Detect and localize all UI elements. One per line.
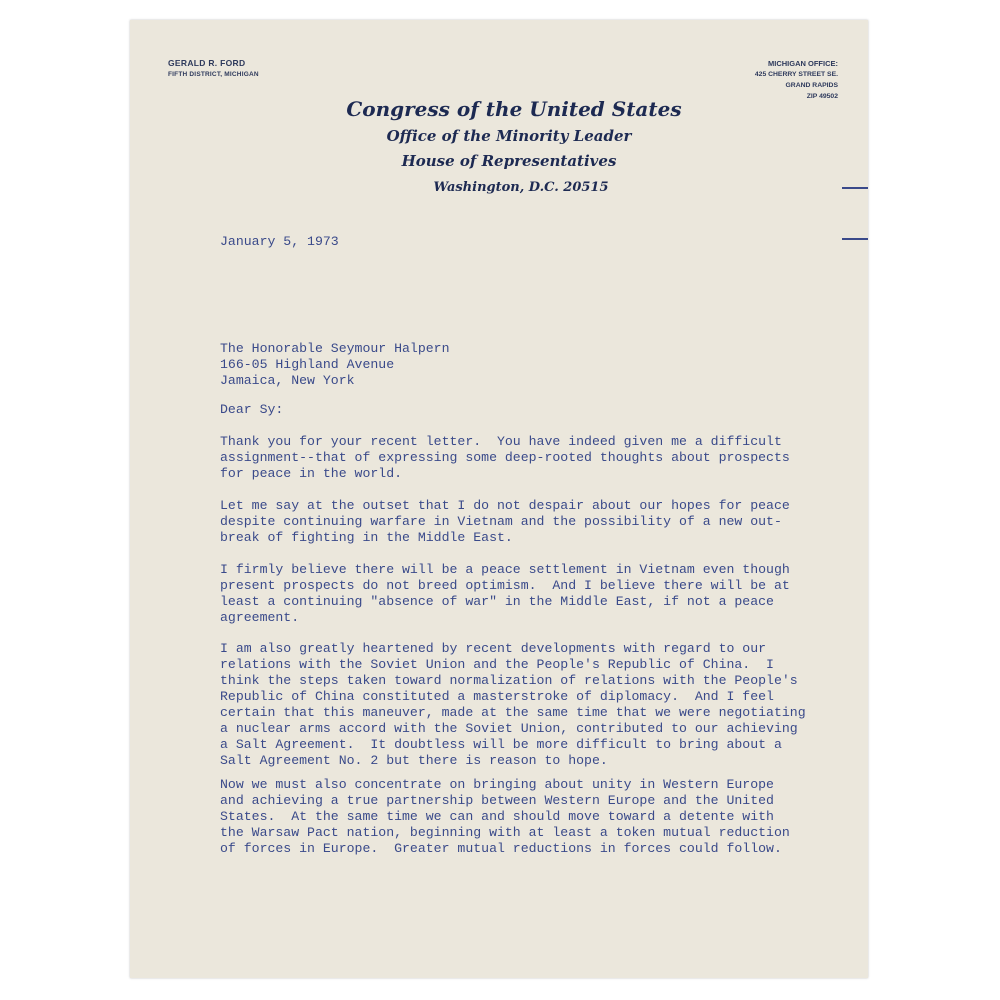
sender-name: GERALD R. FORD bbox=[168, 58, 246, 68]
paragraph-line: a nuclear arms accord with the Soviet Union, contributed to our achieving bbox=[220, 721, 798, 736]
paragraph bbox=[220, 777, 870, 857]
letterhead-address: Washington, D.C. 20515 bbox=[433, 180, 609, 195]
paragraph bbox=[220, 498, 870, 546]
sender-block bbox=[168, 57, 259, 81]
michigan-office-block bbox=[755, 58, 838, 102]
paragraph-line: least a continuing "absence of war" in the Middle East, if not a peace bbox=[220, 594, 774, 609]
michigan-office-city: GRAND RAPIDS bbox=[785, 82, 838, 89]
paragraph-line: Salt Agreement No. 2 but there is reason to hope. bbox=[220, 753, 608, 768]
paragraph-line: Let me say at the outset that I do not despair about our hopes for peace bbox=[220, 498, 790, 513]
paragraph-line: Republic of China constituted a masterstroke of diplomacy. And I feel bbox=[220, 689, 774, 704]
letterhead-congress: Congress of the United States bbox=[346, 97, 682, 121]
recipient-street: 166-05 Highland Avenue bbox=[220, 357, 395, 372]
paragraph-line: despite continuing warfare in Vietnam and the possibility of a new out- bbox=[220, 514, 782, 529]
paragraph-line: the Warsaw Pact nation, beginning with at least a token mutual reduction bbox=[220, 825, 790, 840]
paragraph-line: of forces in Europe. Greater mutual reductions in forces could follow. bbox=[220, 841, 782, 856]
paragraph bbox=[220, 434, 870, 482]
paragraph-line: I firmly believe there will be a peace settlement in Vietnam even though bbox=[220, 562, 790, 577]
paragraph bbox=[220, 641, 870, 769]
edge-mark bbox=[842, 187, 868, 189]
letter-page bbox=[130, 20, 868, 978]
letterhead-house: House of Representatives bbox=[401, 152, 617, 170]
paragraph-line: agreement. bbox=[220, 610, 300, 625]
recipient-city: Jamaica, New York bbox=[220, 373, 355, 388]
paragraph-line: Thank you for your recent letter. You have indeed given me a difficult bbox=[220, 434, 782, 449]
letterhead-office: Office of the Minority Leader bbox=[386, 127, 632, 145]
michigan-office-street: 425 CHERRY STREET SE. bbox=[754, 71, 838, 78]
sender-district: FIFTH DISTRICT, MICHIGAN bbox=[168, 71, 259, 78]
recipient-name: The Honorable Seymour Halpern bbox=[220, 341, 450, 356]
michigan-office-label: MICHIGAN OFFICE: bbox=[768, 59, 838, 68]
letter-date: January 5, 1973 bbox=[220, 234, 339, 249]
paragraph-line: present prospects do not breed optimism. And I believe there will be at bbox=[220, 578, 790, 593]
paragraph-line: Now we must also concentrate on bringing about unity in Western Europe bbox=[220, 777, 774, 792]
paragraph-line: for peace in the world. bbox=[220, 466, 403, 481]
paragraph-line: States. At the same time we can and should move toward a detente with bbox=[220, 809, 774, 824]
paragraph-line: and achieving a true partnership between Western Europe and the United bbox=[220, 793, 774, 808]
paragraph bbox=[220, 562, 870, 626]
michigan-office-zip: ZIP 49502 bbox=[806, 93, 838, 100]
salutation: Dear Sy: bbox=[220, 402, 284, 417]
paragraph-line: relations with the Soviet Union and the People's Republic of China. I bbox=[220, 657, 774, 672]
recipient-address bbox=[220, 341, 870, 389]
paragraph-line: certain that this maneuver, made at the same time that we were negotiating bbox=[220, 705, 806, 720]
paragraph-line: break of fighting in the Middle East. bbox=[220, 530, 513, 545]
paragraph-line: think the steps taken toward normalization of relations with the People's bbox=[220, 673, 798, 688]
paragraph-line: I am also greatly heartened by recent developments with regard to our bbox=[220, 641, 767, 656]
paragraph-line: a Salt Agreement. It doubtless will be more difficult to bring about a bbox=[220, 737, 782, 752]
paragraph-line: assignment--that of expressing some deep-rooted thoughts about prospects bbox=[220, 450, 790, 465]
